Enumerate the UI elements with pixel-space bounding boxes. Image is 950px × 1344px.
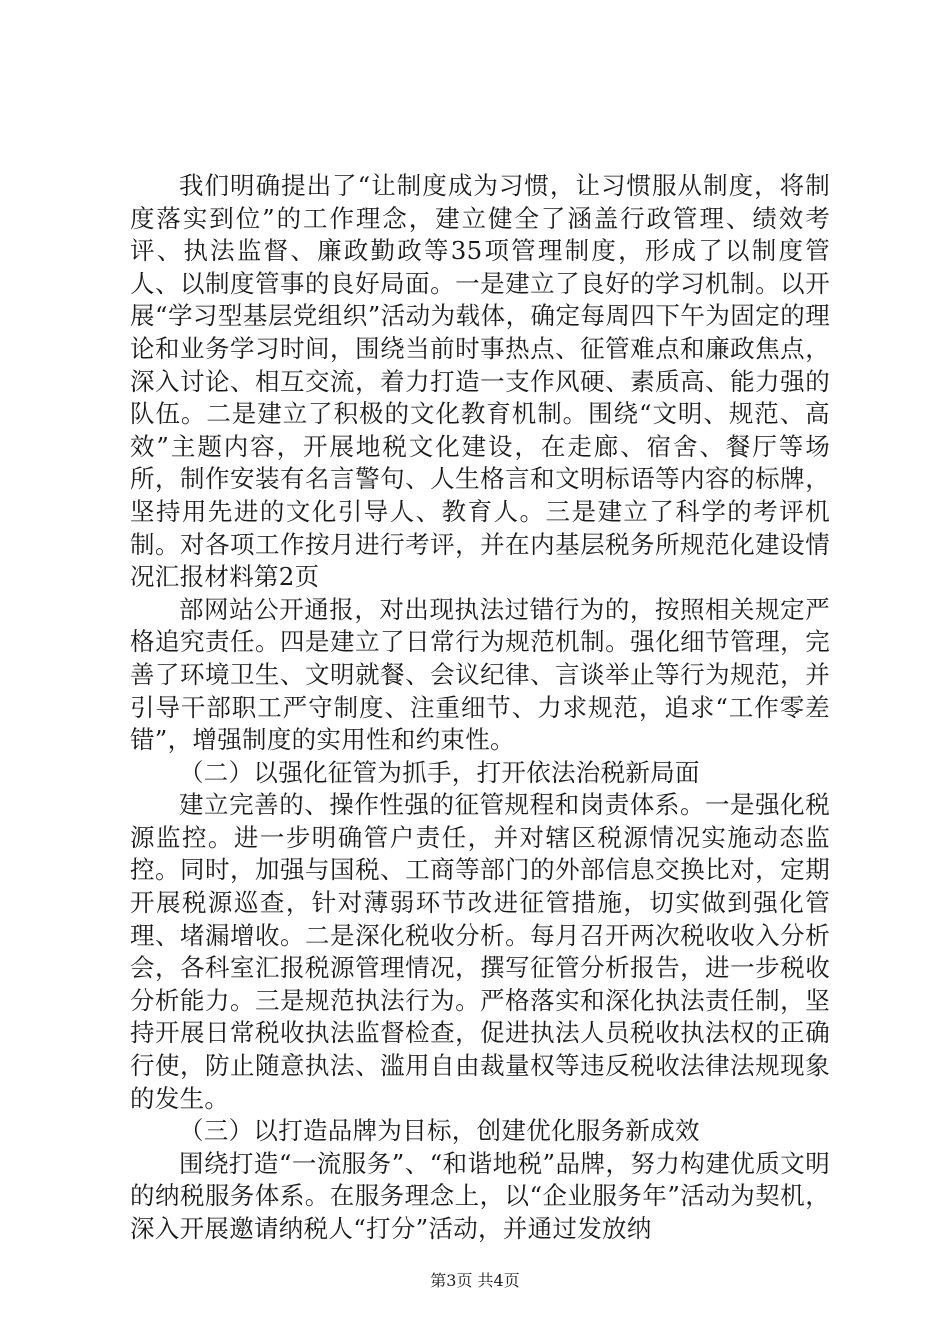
- section-heading-2: （二）以强化征管为抓手，打开依法治税新局面: [179, 757, 700, 787]
- paragraph-system-building: 我们明确提出了“让制度成为习惯，让习惯服从制度，将制度落实到位”的工作理念，建立健全了涵盖行政管理、绩效考评、执法监督、廉政勤政等35项管理制度，形成了以制度管人、以制度管事的良好局面。一是建立了良好的学习机制。以开展“学习型基层党组织”活动为载体，确定每周四下午为固定的理论和业务学习时间，围绕当前时事热点、征管难点和廉政焦点，深入讨论、相互交流，着力打造一支作风硬、素质高、能力强的队伍。二是建立了积极的文化教育机制。围绕“文明、规范、高效”主题内容，开展地税文化建设，在走廊、宿舍、餐厅等场所，制作安装有名言警句、人生格言和文明标语等内容的标牌，坚持用先进的文化引导人、教育人。三是建立了科学的考评机制。对各项工作按月进行考评，并在内基层税务所规范化建设情况汇报材料第2页: [130, 171, 830, 592]
- paragraph-service-brand: 围绕打造“一流服务”、“和谐地税”品牌，努力构建优质文明的纳税服务体系。在服务理念上，以“企业服务年”活动为契机，深入开展邀请纳税人“打分”活动，并通过发放纳: [130, 1148, 830, 1243]
- page-footer: 第3页 共4页: [430, 1271, 520, 1290]
- document-body: [130, 170, 830, 1246]
- section-heading-3: （三）以打造品牌为目标，创建优化服务新成效: [179, 1116, 700, 1146]
- paragraph-tax-collection: 建立完善的、操作性强的征管规程和岗责体系。一是强化税源监控。进一步明确管户责任，并对辖区税源情况实施动态监控。同时，加强与国税、工商等部门的外部信息交换比对，定期开展税源巡查，针对薄弱环节改进征管措施，切实做到强化管理、堵漏增收。二是深化税收分析。每月召开两次税收收入分析会，各科室汇报税源管理情况，撰写征管分析报告，进一步税收分析能力。三是规范执法行为。严格落实和深化执法责任制，坚持开展日常税收执法监督检查，促进执法人员税收执法权的正确行使，防止随意执法、滥用自由裁量权等违反税收法律法规现象的发生。: [130, 790, 830, 1113]
- paragraph-accountability: 部网站公开通报，对出现执法过错行为的，按照相关规定严格追究责任。四是建立了日常行为规范机制。强化细节管理，完善了环境卫生、文明就餐、会议纪律、言谈举止等行为规范，并引导干部职工严守制度、注重细节、力求规范，追求“工作零差错”，增强制度的实用性和约束性。: [130, 594, 830, 755]
